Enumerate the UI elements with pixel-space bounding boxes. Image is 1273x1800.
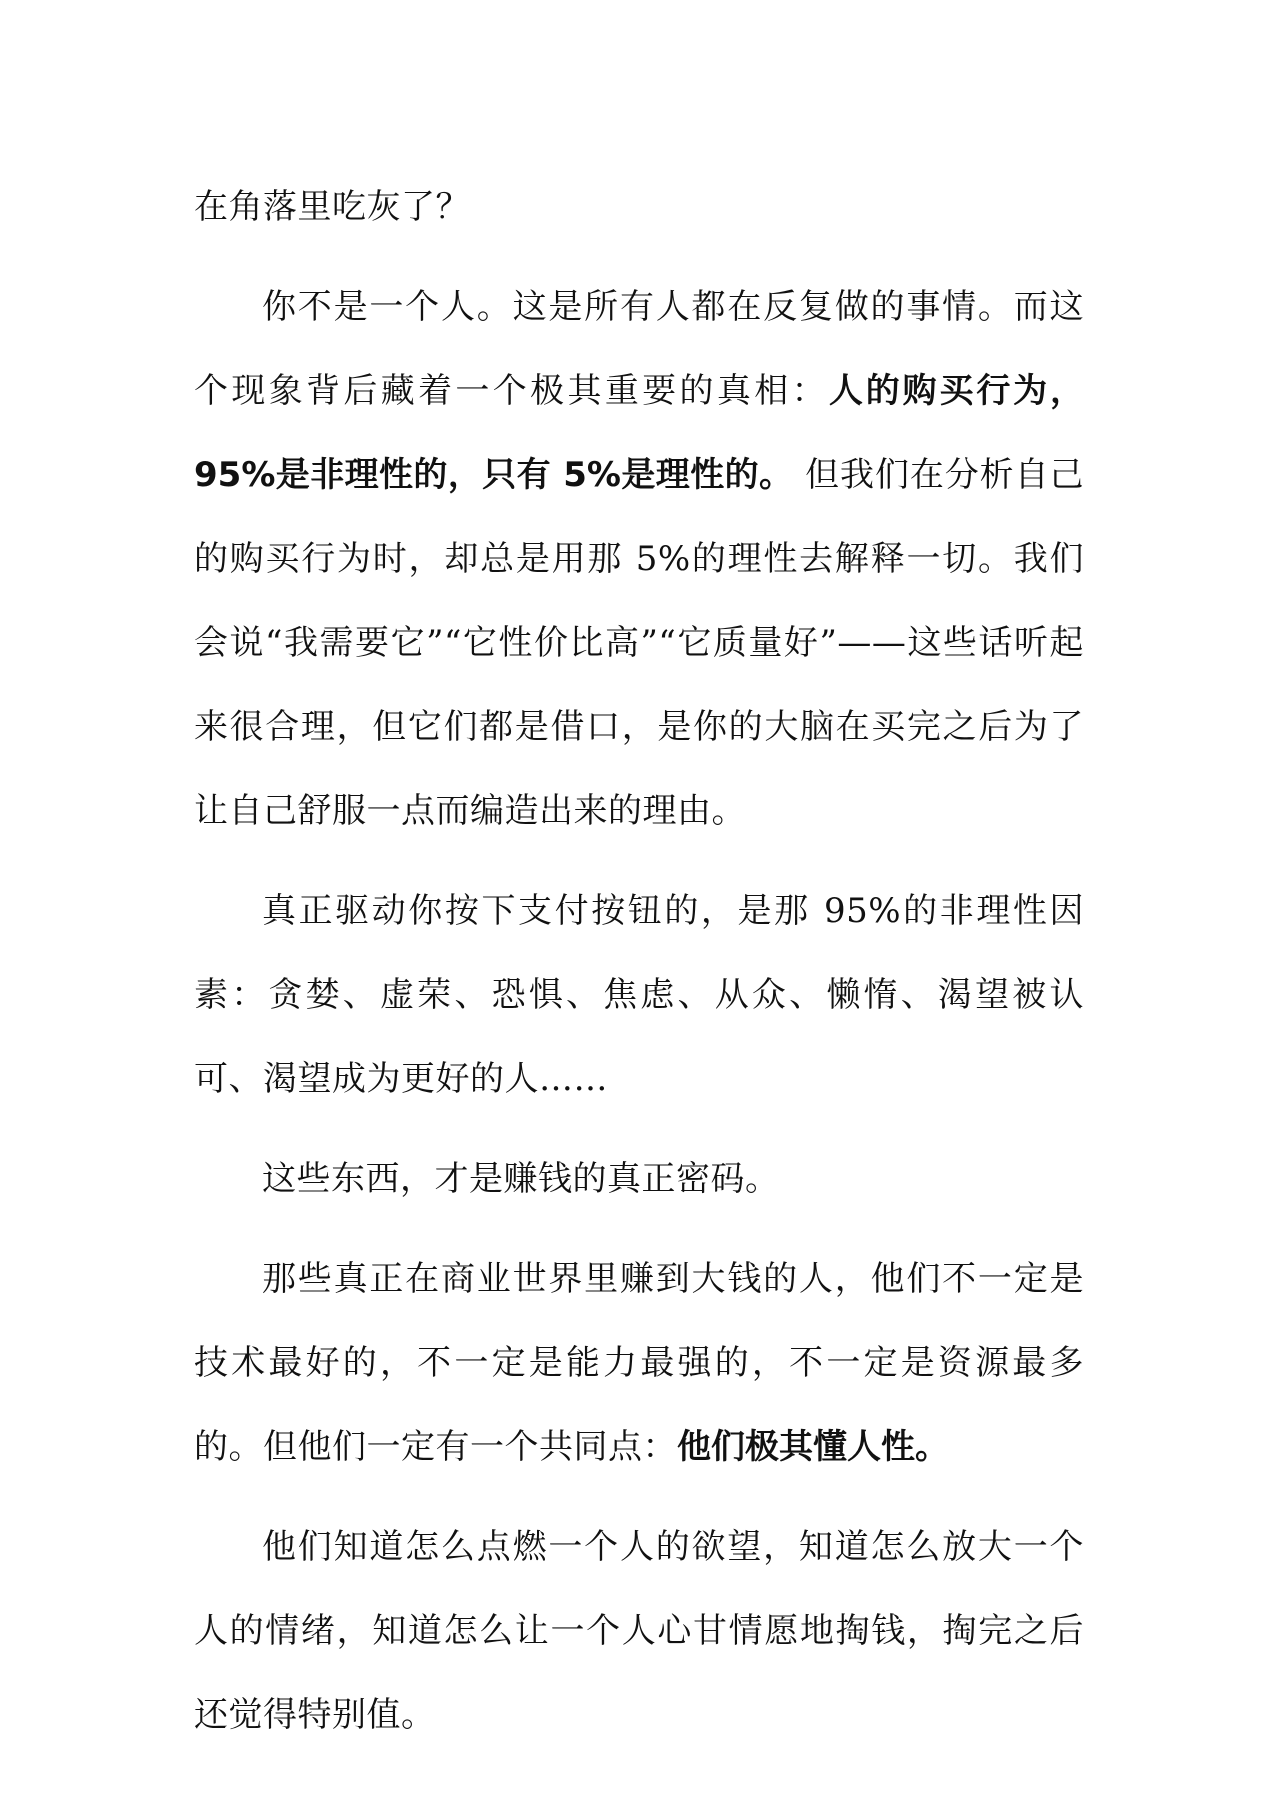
text-run: 你不是一个人。这是所有人都在反复做的事情。而这个现象背后藏着一个极其重要的真相： [194, 287, 1084, 411]
text-run: 这些东西，才是赚钱的真正密码。 [262, 1159, 780, 1199]
paragraph [194, 165, 1084, 249]
text-run: 但我们在分析自己的购买行为时，却总是用那 5%的理性去解释一切。我们会说“我需要它”“它性价比高”“它质量好”——这些话听起来很合理，但它们都是借口，是你的大脑在买完之后为了让自己舒服一点而编造出来的理由。 [194, 455, 1084, 831]
paragraph [194, 265, 1084, 853]
text-run: 那些真正在商业世界里赚到大钱的人，他们不一定是技术最好的，不一定是能力最强的，不一定是资源最多的。但他们一定有一个共同点： [194, 1259, 1084, 1467]
paragraph [194, 869, 1084, 1121]
text-run: 他们知道怎么点燃一个人的欲望，知道怎么放大一个人的情绪，知道怎么让一个人心甘情愿地掏钱，掏完之后还觉得特别值。 [194, 1527, 1084, 1735]
text-run: 真正驱动你按下支付按钮的，是那 95%的非理性因素：贪婪、虚荣、恐惧、焦虑、从众、懒惰、渴望被认可、渴望成为更好的人…… [194, 891, 1084, 1099]
bold-text-run: 人的购买行为，95%是非理性的，只有 5%是理性的。 [194, 371, 1085, 495]
paragraph [194, 1137, 1084, 1221]
paragraph [194, 1505, 1084, 1757]
bold-text-run: 他们极其懂人性。 [677, 1427, 949, 1467]
paragraph [194, 1237, 1084, 1489]
document-page [194, 168, 1084, 1773]
text-run: 在角落里吃灰了？ [194, 187, 470, 227]
